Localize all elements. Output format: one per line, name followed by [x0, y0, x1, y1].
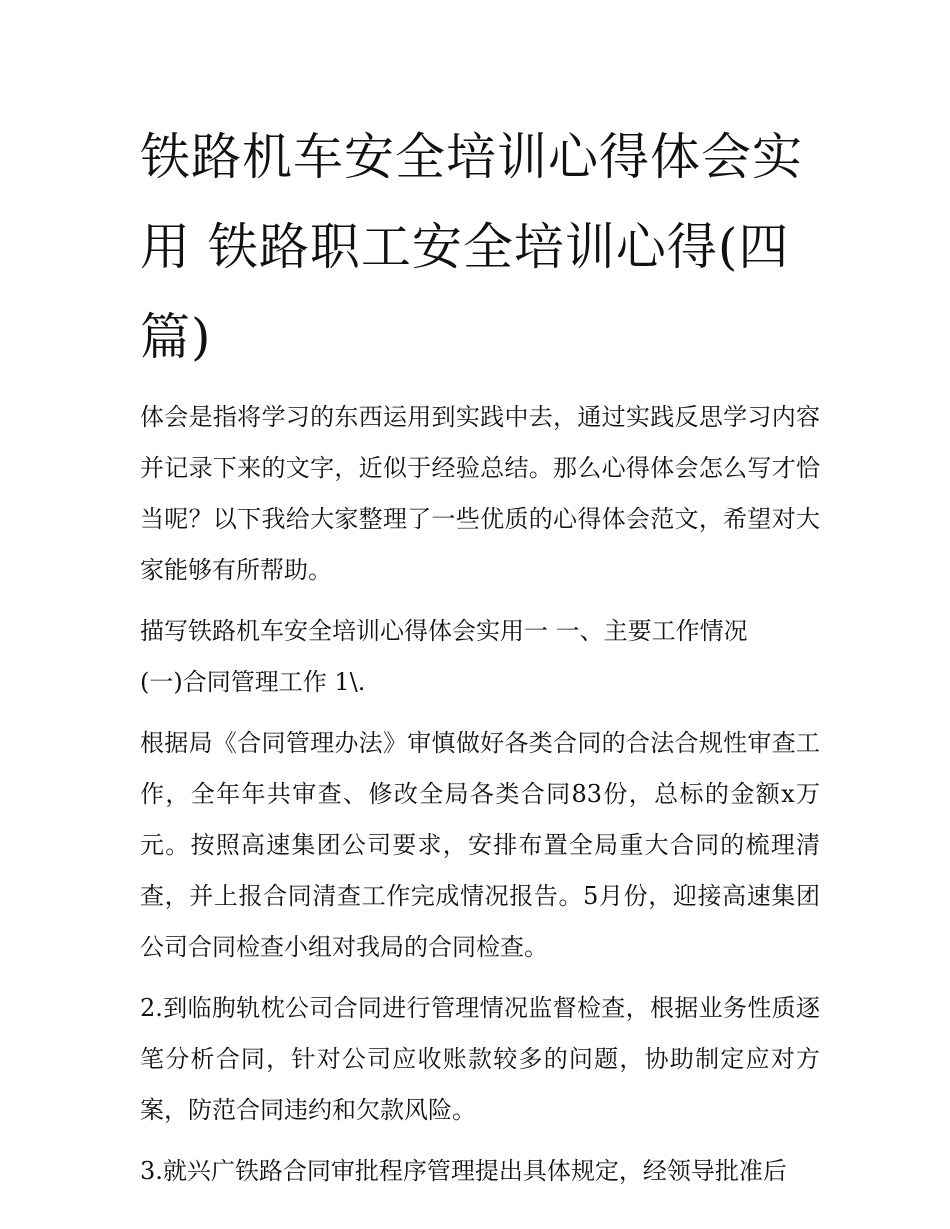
- intro-paragraph: 体会是指将学习的东西运用到实践中去，通过实践反思学习内容并记录下来的文字，近似于经验总结。那么心得体会怎么写才恰当呢？以下我给大家整理了一些优质的心得体会范文，希望对大家能够有所帮助。: [140, 403, 820, 584]
- section-heading: 描写铁路机车安全培训心得体会实用一 一、主要工作情况: [140, 617, 748, 645]
- body-paragraph: 3.就兴广铁路合同审批程序管理提出具体规定，经领导批准后: [140, 1157, 787, 1185]
- body-paragraph: 根据局《合同管理办法》审慎做好各类合同的合法合规性审查工作，全年年共审查、修改全局各类合同83份，总标的金额x万元。按照高速集团公司要求，安排布置全局重大合同的梳理清查，并上报合同清查工作完成情况报告。5月份，迎接高速集团公司合同检查小组对我局的合同检查。: [140, 729, 820, 961]
- document-title: 铁路机车安全培训心得体会实用 铁路职工安全培训心得(四篇): [140, 128, 803, 366]
- document-page: [140, 112, 820, 1197]
- body-paragraph: 2.到临朐轨枕公司合同进行管理情况监督检查，根据业务性质逐笔分析合同，针对公司应收账款较多的问题，协助制定应对方案，防范合同违约和欠款风险。: [140, 994, 820, 1124]
- subsection-heading: (一)合同管理工作 1\.: [140, 668, 366, 696]
